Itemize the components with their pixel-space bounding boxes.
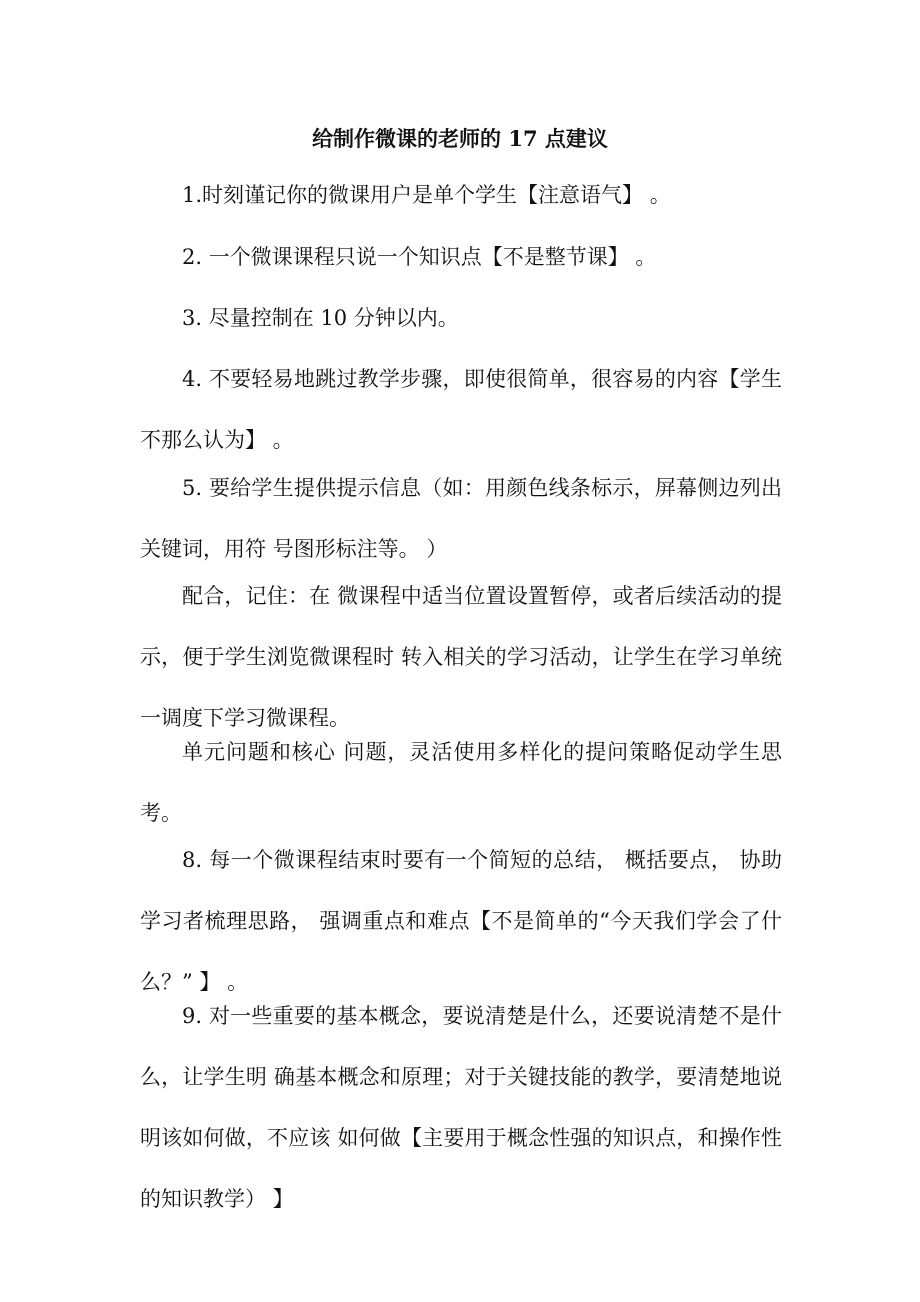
paragraph-7: 单元问题和核心 问题，灵活使用多样化的提问策略促动学生思考。	[140, 740, 782, 825]
paragraph-8: 8. 每一个微课程结束时要有一个简短的总结， 概括要点， 协助学习者梳理思路， 强调重点和难点【不是简单的“今天我们学会了什么？” 】 。	[140, 848, 782, 994]
paragraph-9: 9. 对一些重要的基本概念，要说清楚是什么，还要说清楚不是什么，让学生明 确基本概念和原理；对于关键技能的教学，要清楚地说明该如何做，不应该 如何做【主要用于概念性强的知识点，和操作性的知识教学） 】	[140, 1004, 782, 1211]
paragraph-2: 2. 一个微课课程只说一个知识点【不是整节课】 。	[182, 245, 657, 269]
paragraph-1: 1.时刻谨记你的微课用户是单个学生【注意语气】 。	[182, 183, 671, 207]
paragraph-6: 配合，记住：在 微课程中适当位置设置暂停，或者后续活动的提示，便于学生浏览微课程时 转入相关的学习活动，让学生在学习单统一调度下学习微课程。	[140, 584, 782, 730]
document-title: 给制作微课的老师的 17 点建议	[312, 126, 608, 151]
paragraph-4: 4. 不要轻易地跳过教学步骤，即使很简单，很容易的内容【学生不那么认为】 。	[140, 367, 782, 452]
paragraph-5: 5. 要给学生提供提示信息（如：用颜色线条标示，屏幕侧边列出关键词，用符 号图形标注等。 ）	[140, 476, 782, 561]
paragraph-3: 3. 尽量控制在 10 分钟以内。	[182, 306, 459, 330]
